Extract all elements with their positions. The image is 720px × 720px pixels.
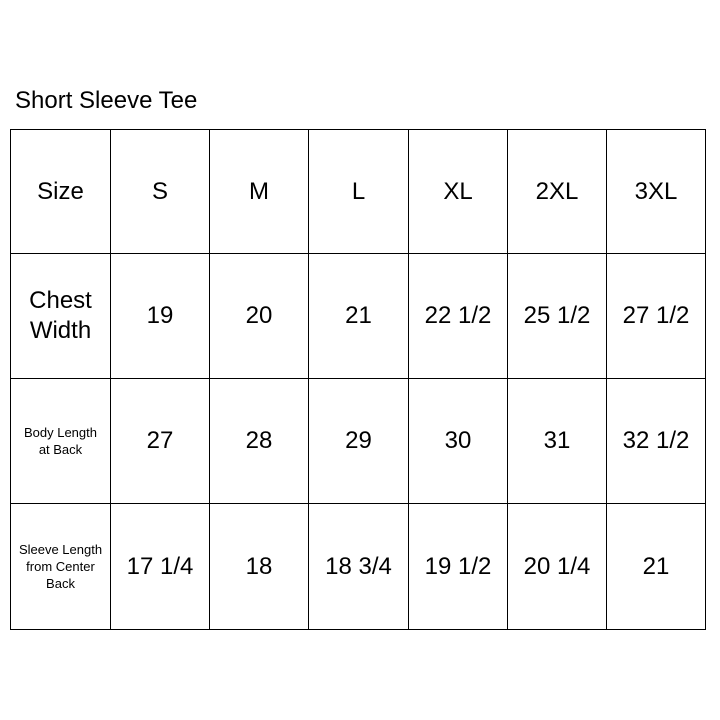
value-cell xyxy=(309,504,409,630)
chest-width-s: 19 xyxy=(146,302,174,329)
body-length-l: 29 xyxy=(345,427,372,454)
value-cell xyxy=(508,504,607,630)
body-length-2xl: 31 xyxy=(543,427,571,454)
body-length-xl: 30 xyxy=(444,427,472,454)
chest-width-2xl: 25 1/2 xyxy=(523,302,591,329)
label-line: Sleeve Length xyxy=(18,541,103,557)
value-cell xyxy=(607,504,706,630)
size-l: L xyxy=(351,177,366,205)
sleeve-length-3xl: 21 xyxy=(642,552,670,580)
header-size-cell xyxy=(111,130,210,254)
value-cell xyxy=(111,504,210,630)
value-cell xyxy=(409,504,508,630)
label-line: Body Length xyxy=(23,424,97,440)
body-length-3xl: 32 1/2 xyxy=(622,427,690,454)
sleeve-length-label xyxy=(19,541,102,592)
size-3xl: 3XL xyxy=(634,177,678,205)
header-size-cell xyxy=(508,130,607,254)
body-length-m: 28 xyxy=(245,427,273,454)
label-line: from Center xyxy=(26,558,95,574)
size-m: M xyxy=(249,177,269,205)
label-line: Chest xyxy=(29,287,92,314)
value-cell xyxy=(111,254,210,379)
size-s: S xyxy=(151,177,168,205)
value-cell xyxy=(508,379,607,504)
chest-width-row xyxy=(11,254,706,379)
size-2xl: 2XL xyxy=(535,177,579,205)
size-label: Size xyxy=(37,177,84,205)
header-label-cell xyxy=(11,130,111,254)
row-label-cell xyxy=(11,504,111,630)
header-size-cell xyxy=(210,130,309,254)
value-cell xyxy=(409,254,508,379)
chest-width-3xl: 27 1/2 xyxy=(622,302,690,329)
sleeve-length-row xyxy=(11,504,706,630)
row-label-cell xyxy=(11,254,111,379)
chest-width-l: 21 xyxy=(345,302,372,329)
sleeve-length-s: 17 1/4 xyxy=(126,552,194,580)
value-cell xyxy=(409,379,508,504)
value-cell xyxy=(210,504,309,630)
value-cell xyxy=(210,254,309,379)
header-size-cell xyxy=(409,130,508,254)
header-size-cell xyxy=(309,130,409,254)
chest-width-m: 20 xyxy=(245,302,273,329)
body-length-s: 27 xyxy=(146,427,174,454)
value-cell xyxy=(508,254,607,379)
header-size-cell xyxy=(607,130,706,254)
size-chart-table xyxy=(10,129,706,630)
label-line: Width xyxy=(29,317,92,344)
page-title: Short Sleeve Tee xyxy=(15,87,198,114)
row-label-cell xyxy=(11,379,111,504)
value-cell xyxy=(309,379,409,504)
label-line: Back xyxy=(46,575,75,591)
header-row xyxy=(11,130,706,254)
sleeve-length-m: 18 xyxy=(245,552,273,580)
sleeve-length-2xl: 20 1/4 xyxy=(523,552,591,580)
value-cell xyxy=(309,254,409,379)
value-cell xyxy=(607,254,706,379)
size-xl: XL xyxy=(443,177,473,205)
body-length-label xyxy=(24,424,97,458)
chest-width-label xyxy=(29,286,92,346)
body-length-row xyxy=(11,379,706,504)
sleeve-length-xl: 19 1/2 xyxy=(424,552,492,580)
label-line: at Back xyxy=(38,441,83,457)
value-cell xyxy=(111,379,210,504)
value-cell xyxy=(607,379,706,504)
sleeve-length-l: 18 3/4 xyxy=(325,552,392,580)
value-cell xyxy=(210,379,309,504)
chest-width-xl: 22 1/2 xyxy=(424,302,492,329)
